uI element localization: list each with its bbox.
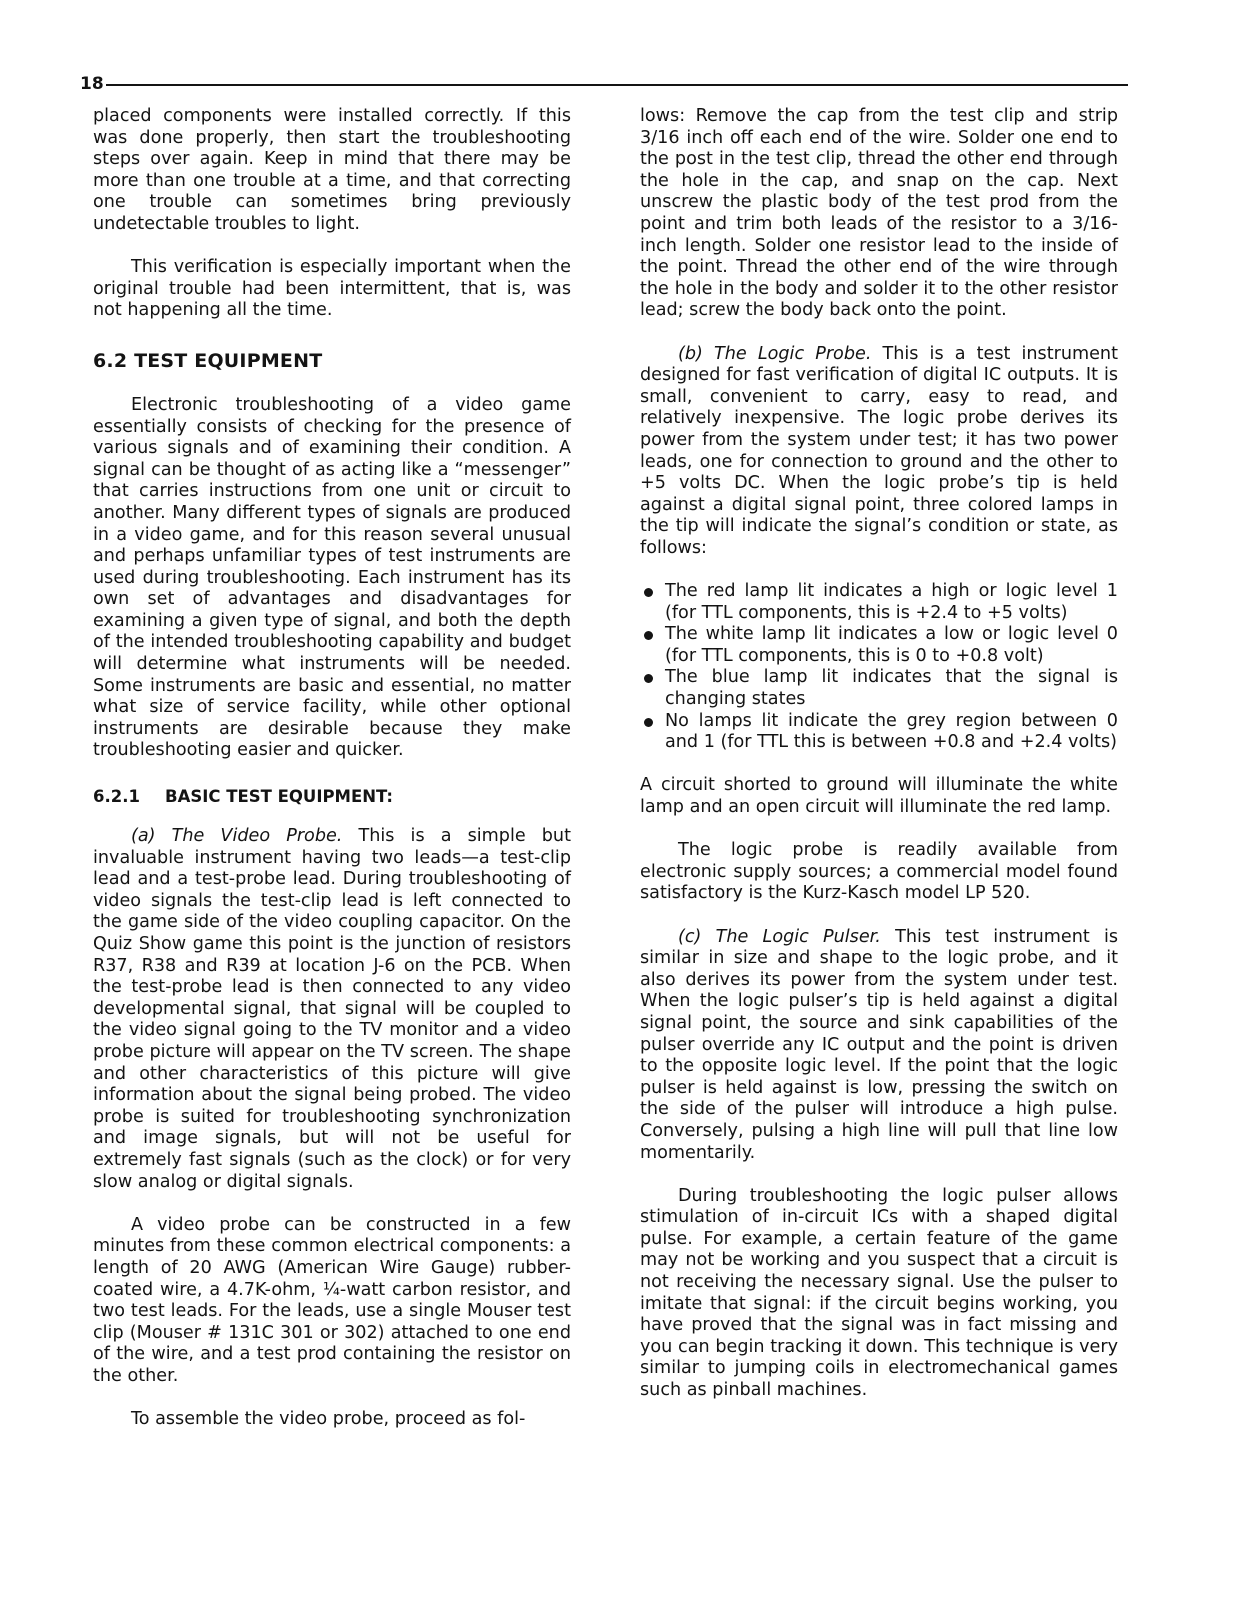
paragraph: The logic probe is readily available from electronic supply sources; a commercial model found satisfactory is the Kurz-Kasch model LP 520. <box>640 840 1118 904</box>
paragraph: lows: Remove the cap from the test clip and strip 3/16 inch off each end of the wire. Solder one end to the post in the test clip, thread the other end through the hole in the cap, and snap on the cap. Next unscrew the plastic body of the test prod from the point and trim both leads of the resistor to a 3/16-inch length. Solder one resistor lead to the inside of the point. Thread the other end of the wire through the hole in the body and solder it to the other resistor lead; screw the body back onto the point. <box>640 106 1118 321</box>
section-heading: 6.2 TEST EQUIPMENT <box>93 349 323 372</box>
paragraph-text: This is a simple but invaluable instrument having two leads—a test-clip lead and a test-probe lead. During troubleshooting of video signals the test-clip lead is left connected to the game side of the video coupling capacitor. On the Quiz Show game this point is the junction of resistors R37, R38 and R39 at location J-6 on the PCB. When the test-probe lead is then connected to any video developmental signal, that signal will be coupled to the video signal going to the TV monitor and a video probe picture will appear on the TV screen. The shape and other characteristics of this picture will give information about the signal being probed. The video probe is suited for troubleshooting synchronization and image signals, but will not be useful for extremely fast signals (such as the clock) or for very slow analog or digital signals. <box>93 826 571 1192</box>
list-item <box>640 667 1118 710</box>
run-in-label: (a) The Video Probe. <box>131 826 343 847</box>
paragraph: During troubleshooting the logic pulser allows stimulation of in-circuit ICs with a shaped digital pulse. For example, a certain feature of the game may not be working and you suspect that a circuit is not receiving the necessary signal. Use the pulser to imitate that signal: if the circuit begins working, you have proved that the signal was in fact missing and you can begin tracking it down. This technique is very similar to jumping coils in electromechanical games such as pinball machines. <box>640 1185 1118 1401</box>
bullet-icon <box>644 718 653 727</box>
list-item <box>640 581 1118 624</box>
lamp-list <box>640 581 1118 754</box>
subsection-heading <box>93 786 571 808</box>
paragraph: A circuit shorted to ground will illuminate the white lamp and an open circuit will illuminate the red lamp. <box>640 775 1118 817</box>
list-item-text: The red lamp lit indicates a high or logic level 1 (for TTL components, this is +2.4 to +5 volts) <box>665 581 1118 623</box>
header-rule <box>106 84 1128 86</box>
run-in-label: (c) The Logic Pulser. <box>678 926 881 947</box>
list-item-text: The white lamp lit indicates a low or logic level 0 (for TTL components, this is 0 to +0.8 volt) <box>665 624 1118 666</box>
list-item-text: No lamps lit indicate the grey region between 0 and 1 (for TTL this is between +0.8 and +2.4 volts) <box>665 710 1118 753</box>
paragraph-logic-pulser <box>640 927 1118 1165</box>
run-in-label: (b) The Logic Probe. <box>678 343 872 364</box>
page-header <box>80 74 1128 96</box>
left-column <box>93 106 571 1431</box>
bullet-icon <box>644 674 653 683</box>
right-column <box>640 106 1118 1402</box>
paragraph-logic-probe <box>640 344 1118 560</box>
list-item <box>640 711 1118 754</box>
bullet-icon <box>644 588 653 597</box>
paragraph-text: This is a test instrument designed for fast verification of digital IC outputs. It is small, convenient to carry, easy to read, and relatively inexpensive. The logic probe derives its power from the system under test; it has two power leads, one for connection to ground and the other to +5 volts DC. When the logic probe’s tip is held against a digital signal point, three colored lamps in the tip will indicate the signal’s condition or state, as follows: <box>640 343 1118 558</box>
paragraph: This verification is especially important when the original trouble had been intermittent, that is, was not happening all the time. <box>93 257 571 321</box>
paragraph-video-probe <box>93 826 571 1193</box>
bullet-icon <box>644 631 653 640</box>
subsection-title: BASIC TEST EQUIPMENT: <box>165 787 394 807</box>
page-number: 18 <box>80 74 104 94</box>
paragraph: placed components were installed correctly. If this was done properly, then start the troubleshooting steps over again. Keep in mind that there may be more than one trouble at a time, and that correcting one trouble can sometimes bring previously undetectable troubles to light. <box>93 106 571 234</box>
paragraph-text: This test instrument is similar in size and shape to the logic probe, and it also derives its power from the system under test. When the logic pulser’s tip is held against a digital signal point, the source and sink capabilities of the pulser override any IC output and the point is driven to the opposite logic level. If the point that the logic pulser is held against is low, pressing the switch on the side of the pulser will introduce a high pulse. Conversely, pulsing a high line will pull that line low momentarily. <box>640 926 1119 1163</box>
subsection-number: 6.2.1 <box>93 787 140 807</box>
paragraph: A video probe can be constructed in a few minutes from these common electrical components: a length of 20 AWG (American Wire Gauge) rubber-coated wire, a 4.7K-ohm, ¼-watt carbon resistor, and two test leads. For the leads, use a single Mouser test clip (Mouser # 131C 301 or 302) attached to one end of the wire, and a test prod containing the resistor on the other. <box>93 1214 571 1386</box>
list-item-text: The blue lamp lit indicates that the signal is changing states <box>665 667 1118 710</box>
paragraph: To assemble the video probe, proceed as fol- <box>131 1409 526 1430</box>
list-item <box>640 624 1118 667</box>
paragraph: Electronic troubleshooting of a video game essentially consists of checking for the presence of various signals and of examining their condition. A signal can be thought of as acting like a “messenger” that carries instructions from one unit or circuit to another. Many different types of signals are produced in a video game, and for this reason several unusual and perhaps unfamiliar types of test instruments are used during troubleshooting. Each instrument has its own set of advantages and disadvantages for examining a given type of signal, and both the depth of the intended troubleshooting capability and budget will determine what instruments will be needed. Some instruments are basic and essential, no matter what size of service facility, while other optional instruments are desirable because they make troubleshooting easier and quicker. <box>93 394 571 761</box>
